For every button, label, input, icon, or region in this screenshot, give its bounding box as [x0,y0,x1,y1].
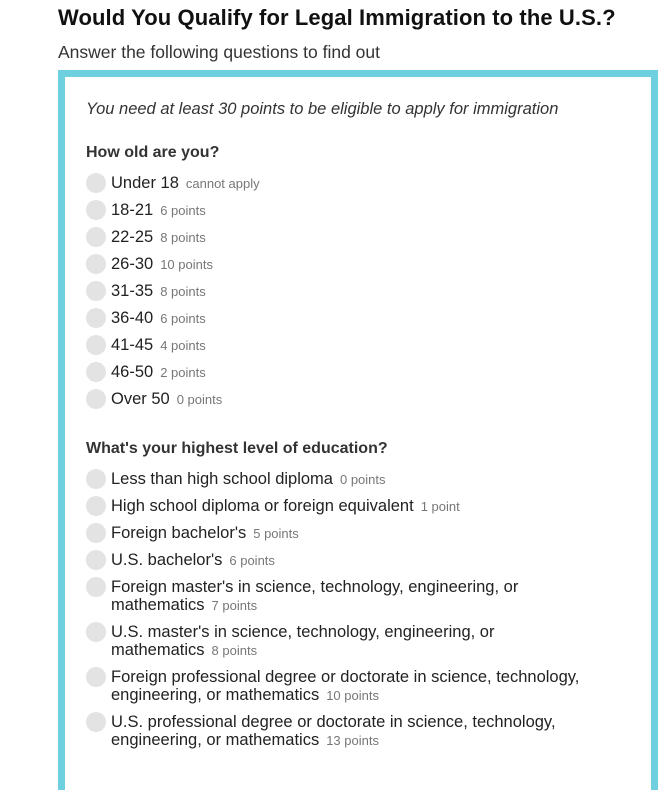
option-label: 46-50 [111,363,154,381]
radio-button[interactable] [86,389,106,409]
age-option-31-35[interactable] [86,282,626,301]
radio-button[interactable] [86,667,106,687]
option-points: 7 points [211,598,258,613]
option-points: 4 points [160,338,206,353]
option-points: 13 points [326,733,379,748]
education-option-us-masters-stem[interactable] [86,623,546,660]
option-label: Foreign master's in science, technology, engineering, or mathematics [111,578,519,614]
radio-button[interactable] [86,335,106,355]
option-label: U.S. master's in science, technology, engineering, or mathematics [111,623,495,659]
option-points: 10 points [160,257,213,272]
option-points: 6 points [160,203,206,218]
radio-button[interactable] [86,173,106,193]
option-label: 31-35 [111,282,154,300]
option-points: cannot apply [185,176,260,191]
option-points: 8 points [160,230,206,245]
education-option-foreign-doctorate-stem[interactable] [86,668,621,705]
education-question-heading: What's your highest level of education? [86,440,388,457]
radio-button[interactable] [86,227,106,247]
option-points: 1 point [420,499,460,514]
radio-button[interactable] [86,469,106,489]
option-points: 6 points [160,311,206,326]
option-label: 26-30 [111,255,154,273]
age-option-22-25[interactable] [86,228,626,247]
education-option-us-bachelors[interactable] [86,551,626,570]
education-option-less-than-high-school[interactable] [86,470,626,489]
radio-button[interactable] [86,362,106,382]
option-label: 18-21 [111,201,154,219]
option-points: 0 points [339,472,386,487]
radio-button[interactable] [86,523,106,543]
radio-button[interactable] [86,577,106,597]
option-label: Under 18 [111,174,179,192]
option-label: U.S. bachelor's [111,551,223,569]
education-option-foreign-bachelors[interactable] [86,524,626,543]
option-label: Foreign professional degree or doctorate in science, technology, engineering, or mathematics [111,668,580,704]
option-label: Over 50 [111,390,170,408]
age-question-heading: How old are you? [86,144,220,161]
radio-button[interactable] [86,308,106,328]
page-title: Would You Qualify for Legal Immigration to the U.S.? [58,5,616,30]
age-option-36-40[interactable] [86,309,626,328]
age-option-under-18[interactable] [86,174,626,193]
quiz-intro: You need at least 30 points to be eligible to apply for immigration [86,100,559,118]
age-option-26-30[interactable] [86,255,626,274]
option-points: 0 points [176,392,223,407]
option-points: 5 points [253,526,299,541]
age-option-over-50[interactable] [86,390,626,409]
option-points: 8 points [160,284,206,299]
option-label: High school diploma or foreign equivalent [111,497,414,515]
option-label: 36-40 [111,309,154,327]
education-option-us-doctorate-stem[interactable] [86,713,596,750]
option-label: U.S. professional degree or doctorate in science, technology, engineering, or mathematics [111,713,556,749]
radio-button[interactable] [86,496,106,516]
option-label: Less than high school diploma [111,470,333,488]
option-points: 10 points [326,688,379,703]
age-option-46-50[interactable] [86,363,626,382]
education-option-high-school[interactable] [86,497,626,516]
radio-button[interactable] [86,254,106,274]
radio-button[interactable] [86,200,106,220]
radio-button[interactable] [86,550,106,570]
radio-button[interactable] [86,712,106,732]
age-option-18-21[interactable] [86,201,626,220]
option-points: 2 points [160,365,206,380]
option-label: 41-45 [111,336,154,354]
option-points: 8 points [211,643,258,658]
option-label: 22-25 [111,228,154,246]
age-option-41-45[interactable] [86,336,626,355]
option-label: Foreign bachelor's [111,524,247,542]
radio-button[interactable] [86,281,106,301]
page-subtitle: Answer the following questions to find out [58,42,380,62]
option-points: 6 points [229,553,275,568]
radio-button[interactable] [86,622,106,642]
education-option-foreign-masters-stem[interactable] [86,578,586,615]
